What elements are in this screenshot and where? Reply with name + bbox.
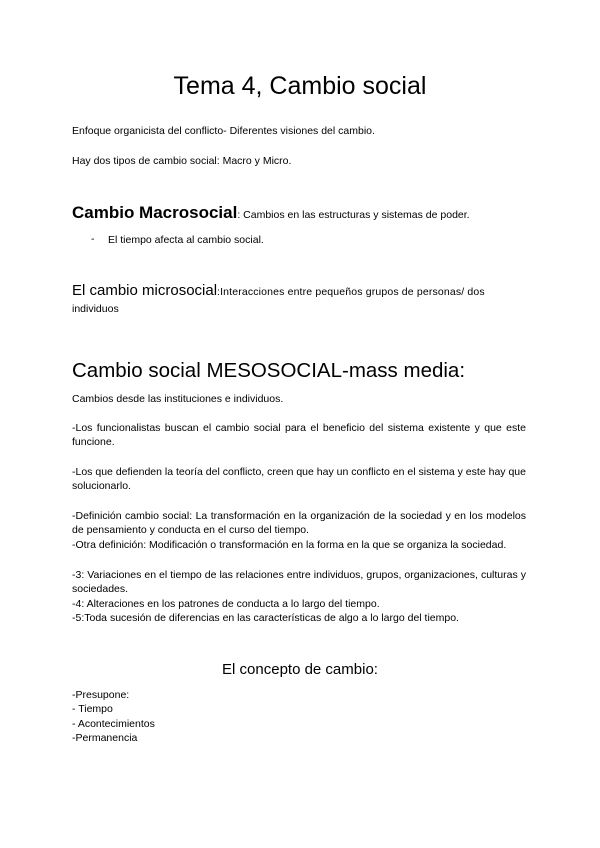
- meso-definition-2: -Otra definición: Modificación o transformación en la forma en la que se organiza la sociedad.: [72, 539, 507, 551]
- concepto-heading: El concepto de cambio:: [222, 661, 378, 678]
- page-title: Tema 4, Cambio social: [173, 72, 427, 100]
- meso-heading: Cambio social MESOSOCIAL-mass media:: [72, 359, 466, 382]
- meso-paragraph-1: Cambios desde las instituciones e individuos.: [72, 393, 284, 405]
- intro-line-2: Hay dos tipos de cambio social: Macro y Micro.: [72, 155, 292, 167]
- macro-bullet-marker: -: [91, 233, 95, 245]
- micro-definition-line-1: :Interacciones entre pequeños grupos de personas/ dos: [217, 286, 485, 298]
- meso-definition-3: -3: Variaciones en el tiempo de las relaciones entre individuos, grupos, organizaciones, culturas y sociedades.: [72, 569, 526, 595]
- micro-heading: El cambio microsocial: [72, 282, 218, 299]
- concepto-item: -Permanencia: [72, 732, 138, 744]
- macro-heading: Cambio Macrosocial: [72, 203, 238, 222]
- meso-definition-5: -5:Toda sucesión de diferencias en las características de algo a lo largo del tiempo.: [72, 612, 459, 624]
- macro-definition: : Cambios en las estructuras y sistemas de poder.: [237, 209, 470, 221]
- meso-definition-1: -Definición cambio social: La transformación en la organización de la sociedad y en los modelos de pensamiento y conducta en el curso del tiempo.: [72, 510, 526, 536]
- concepto-item: - Acontecimientos: [72, 718, 155, 730]
- meso-paragraph-3: -Los que defienden la teoría del conflicto, creen que hay un conflicto en el sistema y este hay que solucionarlo.: [72, 466, 526, 492]
- macro-bullet-text: El tiempo afecta al cambio social.: [108, 234, 264, 246]
- concepto-item: - Tiempo: [72, 703, 113, 715]
- intro-line-1: Enfoque organicista del conflicto- Diferentes visiones del cambio.: [72, 125, 375, 137]
- meso-definition-4: -4: Alteraciones en los patrones de conducta a lo largo del tiempo.: [72, 598, 380, 610]
- meso-paragraph-2: -Los funcionalistas buscan el cambio social para el beneficio del sistema existente y que este funcione.: [72, 422, 526, 448]
- micro-section: [72, 282, 485, 300]
- concepto-item: -Presupone:: [72, 689, 130, 701]
- macro-section: [72, 203, 470, 223]
- micro-definition-line-2: individuos: [72, 303, 119, 315]
